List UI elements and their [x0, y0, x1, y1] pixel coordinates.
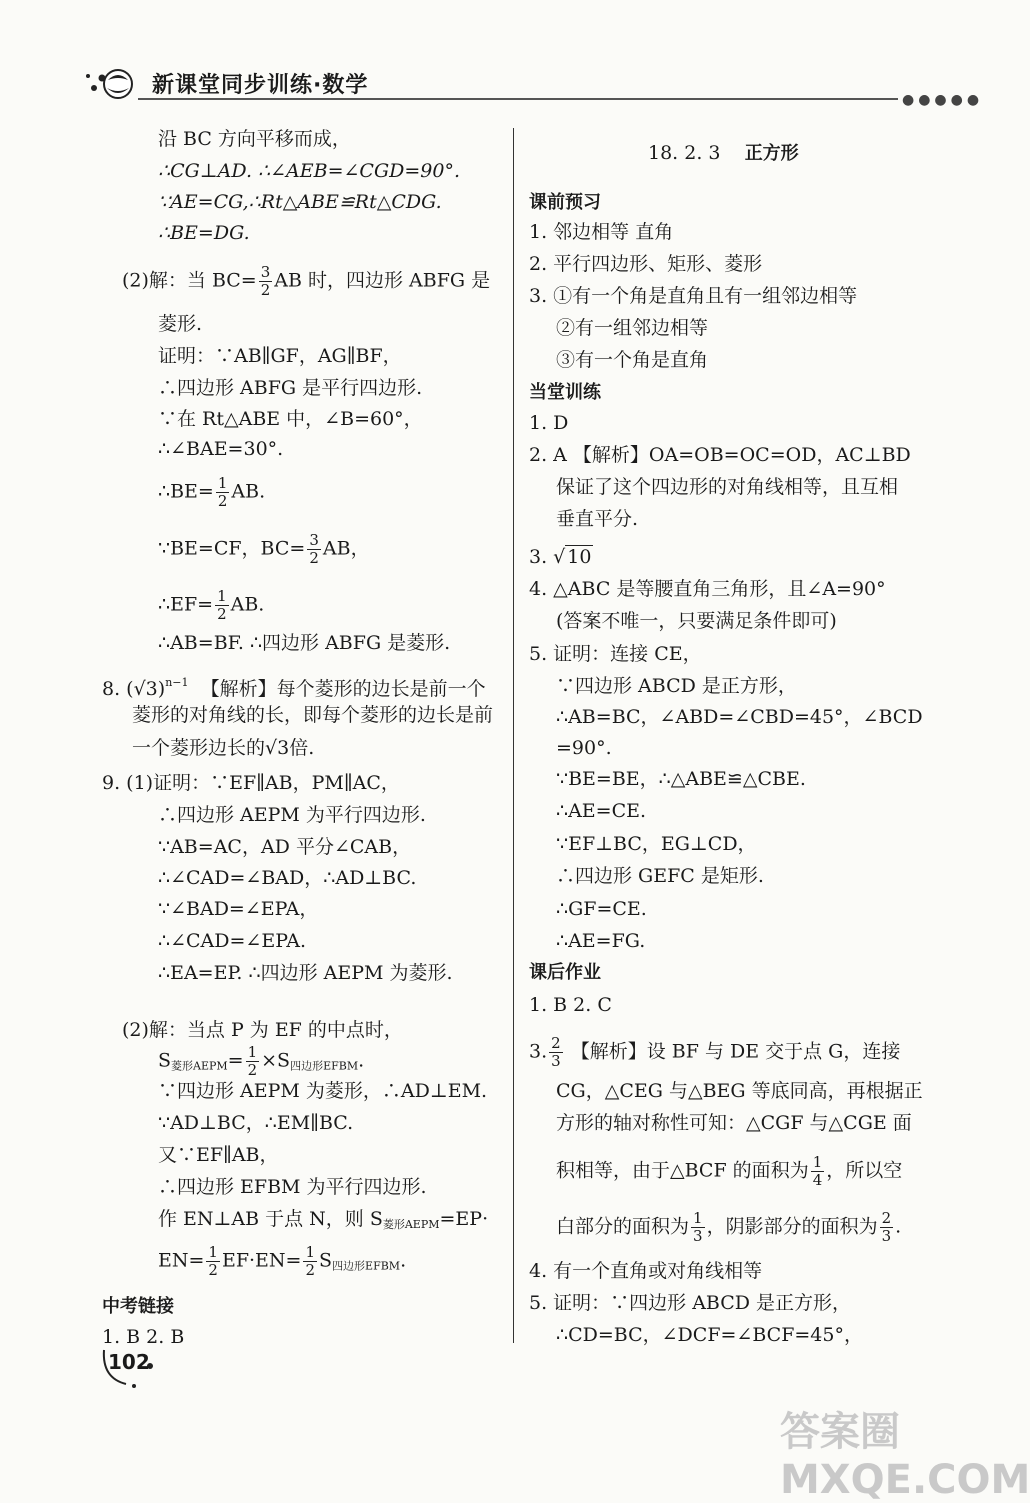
text-span: AB. [230, 593, 265, 616]
fraction [246, 1044, 260, 1079]
header-dots: ●●●●● [902, 92, 984, 108]
text-line: ∵AE=CG,∴Rt△ABE≌Rt△CDG. [158, 191, 442, 213]
fraction [215, 588, 229, 623]
text-span: 3. [529, 1040, 548, 1063]
denominator: 2 [217, 605, 227, 623]
text-line: 又∵EF∥AB， [158, 1144, 279, 1166]
text-span: =EP· [439, 1208, 489, 1230]
numerator: 1 [217, 587, 227, 605]
text-line: ∴∠BAE=30°. [158, 438, 284, 460]
text-line: (2)解：当点 P 为 EF 的中点时， [122, 1019, 403, 1041]
text-span: (2)解：当 BC= [122, 269, 257, 292]
denominator: 2 [309, 549, 319, 567]
text-line [158, 1044, 364, 1079]
text-line: 一个菱形边长的√3倍. [132, 737, 315, 759]
page-number-badge [98, 1340, 158, 1390]
text-span: . [895, 1215, 902, 1238]
text-line [529, 1035, 900, 1070]
fraction [307, 532, 321, 567]
text-span: ×S [261, 1049, 291, 1072]
text-span: ∴BE= [158, 480, 214, 503]
text-line: ∴EA=EP. ∴四边形 AEPM 为菱形. [158, 962, 453, 984]
text-line: ∴AB=BC，∠ABD=∠CBD=45°，∠BCD [556, 706, 923, 728]
denominator: 2 [305, 1261, 316, 1279]
text-line: ∵EF⊥BC，EG⊥CD， [556, 833, 757, 855]
text-line: ∵在 Rt△ABE 中，∠B=60°， [158, 408, 423, 430]
subscript: 菱形AEPM [382, 1218, 440, 1231]
page-number: 102 [108, 1350, 150, 1374]
text-line: ③有一个角是直角 [556, 349, 709, 371]
text-line: ∵AB=AC，AD 平分∠CAB， [158, 836, 412, 858]
numerator: 2 [881, 1209, 892, 1227]
text-span: S [319, 1249, 333, 1272]
text-span: EF·EN= [221, 1249, 302, 1272]
text-line [102, 672, 486, 700]
text-line [122, 264, 490, 299]
fraction [206, 1244, 220, 1279]
fraction [691, 1210, 705, 1245]
fraction [880, 1210, 894, 1245]
text-span: EN= [158, 1249, 205, 1272]
text-line: 保证了这个四边形的对角线相等，且互相 [556, 476, 899, 498]
logo-icon [80, 64, 140, 104]
section-title-text: 正方形 [744, 143, 799, 164]
text-line: 1. 邻边相等 直角 [529, 221, 674, 243]
text-span: 【解析】设 BF 与 DE 交于点 G，连接 [570, 1040, 901, 1063]
text-line: ∵AD⊥BC，∴EM∥BC. [158, 1112, 354, 1134]
header-rule [138, 98, 898, 100]
denominator: 2 [247, 1061, 258, 1079]
text-span: . [400, 1249, 407, 1272]
text-line: CG，△CEG 与△BEG 等底同高，再根据正 [556, 1080, 923, 1102]
fraction [549, 1035, 563, 1070]
text-line: ∴AE=CE. [556, 800, 647, 822]
numerator: 2 [551, 1034, 561, 1052]
numerator: 3 [260, 263, 271, 281]
fraction [811, 1154, 825, 1189]
text-span: 【解析】每个菱形的边长是前一个 [200, 678, 486, 700]
subscript: 四边形EFBM [332, 1259, 401, 1273]
text-span: 3. [529, 546, 554, 568]
watermark [780, 1400, 1030, 1503]
text-line: 5. 证明：连接 CE， [529, 643, 702, 665]
fraction [216, 475, 230, 510]
text-span: 白部分的面积为 [556, 1215, 690, 1238]
text-line: ∴CG⊥AD. ∴∠AEB=∠CGD=90°. [158, 160, 461, 182]
text-line [158, 588, 264, 623]
denominator: 3 [693, 1227, 703, 1245]
numerator: 1 [247, 1043, 258, 1061]
text-span: = [227, 1049, 244, 1072]
text-line: 方形的轴对称性可知：△CGF 与△CGE 面 [556, 1112, 912, 1134]
numerator: 1 [217, 474, 228, 492]
text-line: ∴∠CAD=∠BAD，∴AD⊥BC. [158, 867, 417, 889]
denominator: 3 [551, 1052, 561, 1070]
text-span: S [158, 1049, 172, 1072]
subscript: 菱形AEPM [171, 1059, 228, 1073]
text-line: 菱形. [158, 313, 203, 335]
header-title: 新课堂同步训练·数学 [152, 73, 369, 98]
fraction [303, 1244, 317, 1279]
text-line: ∵BE=BE，∴△ABE≌△CBE. [556, 768, 806, 790]
section-number: 18. 2. 3 [648, 142, 721, 164]
text-line: 4. 有一个直角或对角线相等 [529, 1260, 763, 1282]
text-line: 菱形的对角线的长，即每个菱形的边长是前 [132, 704, 494, 726]
text-span: 作 EN⊥AB 于点 N，则 S [158, 1208, 383, 1230]
text-span: 积相等，由于△BCF 的面积为 [556, 1159, 809, 1182]
text-line: 垂直平分. [556, 508, 639, 530]
numerator: 3 [309, 531, 319, 549]
text-line: ∴四边形 AEPM 为平行四边形. [158, 804, 426, 826]
text-line: ∴GF=CE. [556, 898, 647, 920]
text-line: 5. 证明：∵四边形 ABCD 是正方形， [529, 1292, 852, 1314]
denominator: 2 [217, 492, 228, 510]
section-heading: 中考链接 [102, 1296, 174, 1317]
text-line: 9. (1)证明：∵EF∥AB，PM∥AC， [102, 772, 400, 794]
text-line: ∴AB=BF. ∴四边形 ABFG 是菱形. [158, 632, 451, 654]
fraction [259, 264, 273, 299]
denominator: 2 [260, 281, 271, 299]
text-line: ∴BE=DG. [158, 222, 250, 244]
denominator: 2 [208, 1261, 218, 1279]
text-line: ②有一组邻边相等 [556, 317, 709, 339]
section-heading: 课后作业 [529, 962, 601, 983]
text-line: ∵四边形 ABCD 是正方形， [556, 675, 797, 697]
text-line: 1. D [529, 412, 569, 434]
denominator: 4 [812, 1171, 823, 1189]
superscript: n−1 [165, 676, 189, 689]
denominator: 3 [881, 1227, 892, 1245]
text-line: 1. B 2. C [529, 994, 612, 1016]
text-line: 3. √ 10 [529, 546, 592, 568]
text-line: 沿 BC 方向平移而成， [158, 128, 351, 150]
section-heading: 课前预习 [529, 192, 601, 213]
text-line: ∴AE=FG. [556, 930, 646, 952]
text-span: AB， [322, 537, 370, 560]
text-span: AB 时，四边形 ABFG 是 [274, 269, 491, 292]
watermark-text: 答案圈 MXQE.COM [780, 1409, 1030, 1503]
text-line [158, 1244, 406, 1279]
text-line: =90°. [556, 737, 612, 759]
text-line: 3. ①有一个角是直角且有一组邻边相等 [529, 285, 858, 307]
text-line: ∵∠BAD=∠EPA， [158, 898, 319, 920]
numerator: 1 [305, 1243, 316, 1261]
text-span: ，所以空 [826, 1159, 903, 1182]
text-line: 2. 平行四边形、矩形、菱形 [529, 253, 763, 275]
text-line [158, 475, 265, 510]
text-line: ∴CD=BC，∠DCF=∠BCF=45°， [556, 1324, 863, 1346]
numerator: 1 [693, 1209, 703, 1227]
text-line: 4. △ABC 是等腰直角三角形，且∠A=90° [529, 578, 886, 600]
text-line [158, 1208, 488, 1236]
text-span: . [358, 1049, 365, 1072]
section-heading: 当堂训练 [529, 382, 601, 403]
column-divider [513, 128, 514, 1343]
text-line [158, 532, 370, 567]
text-line: 证明：∵AB∥GF，AG∥BF， [158, 345, 402, 367]
text-line: 2. A 【解析】OA=OB=OC=OD，AC⊥BD [529, 444, 911, 466]
text-span: 8. (√3) [102, 678, 166, 700]
text-span: ，阴影部分的面积为 [706, 1215, 878, 1238]
text-line: ∴四边形 ABFG 是平行四边形. [158, 377, 423, 399]
text-line [556, 1154, 902, 1189]
text-span: ∴EF= [158, 593, 214, 616]
text-span: AB. [231, 480, 266, 503]
text-line: ∴四边形 GEFC 是矩形. [556, 865, 764, 887]
section-title [648, 142, 799, 165]
text-line: 1. B 2. B [102, 1326, 185, 1348]
sqrt-value: 10 [567, 546, 592, 568]
page-header [80, 62, 984, 108]
text-line: (答案不唯一，只要满足条件即可) [556, 610, 837, 632]
text-line [556, 1210, 901, 1245]
numerator: 1 [812, 1153, 823, 1171]
text-line: ∴∠CAD=∠EPA. [158, 930, 307, 952]
subscript: 四边形EFBM [290, 1059, 359, 1073]
text-span: ∵BE=CF，BC= [158, 537, 306, 560]
text-line: ∴四边形 EFBM 为平行四边形. [158, 1176, 427, 1198]
text-line: ∵四边形 AEPM 为菱形，∴AD⊥EM. [158, 1080, 488, 1102]
numerator: 1 [208, 1243, 218, 1261]
